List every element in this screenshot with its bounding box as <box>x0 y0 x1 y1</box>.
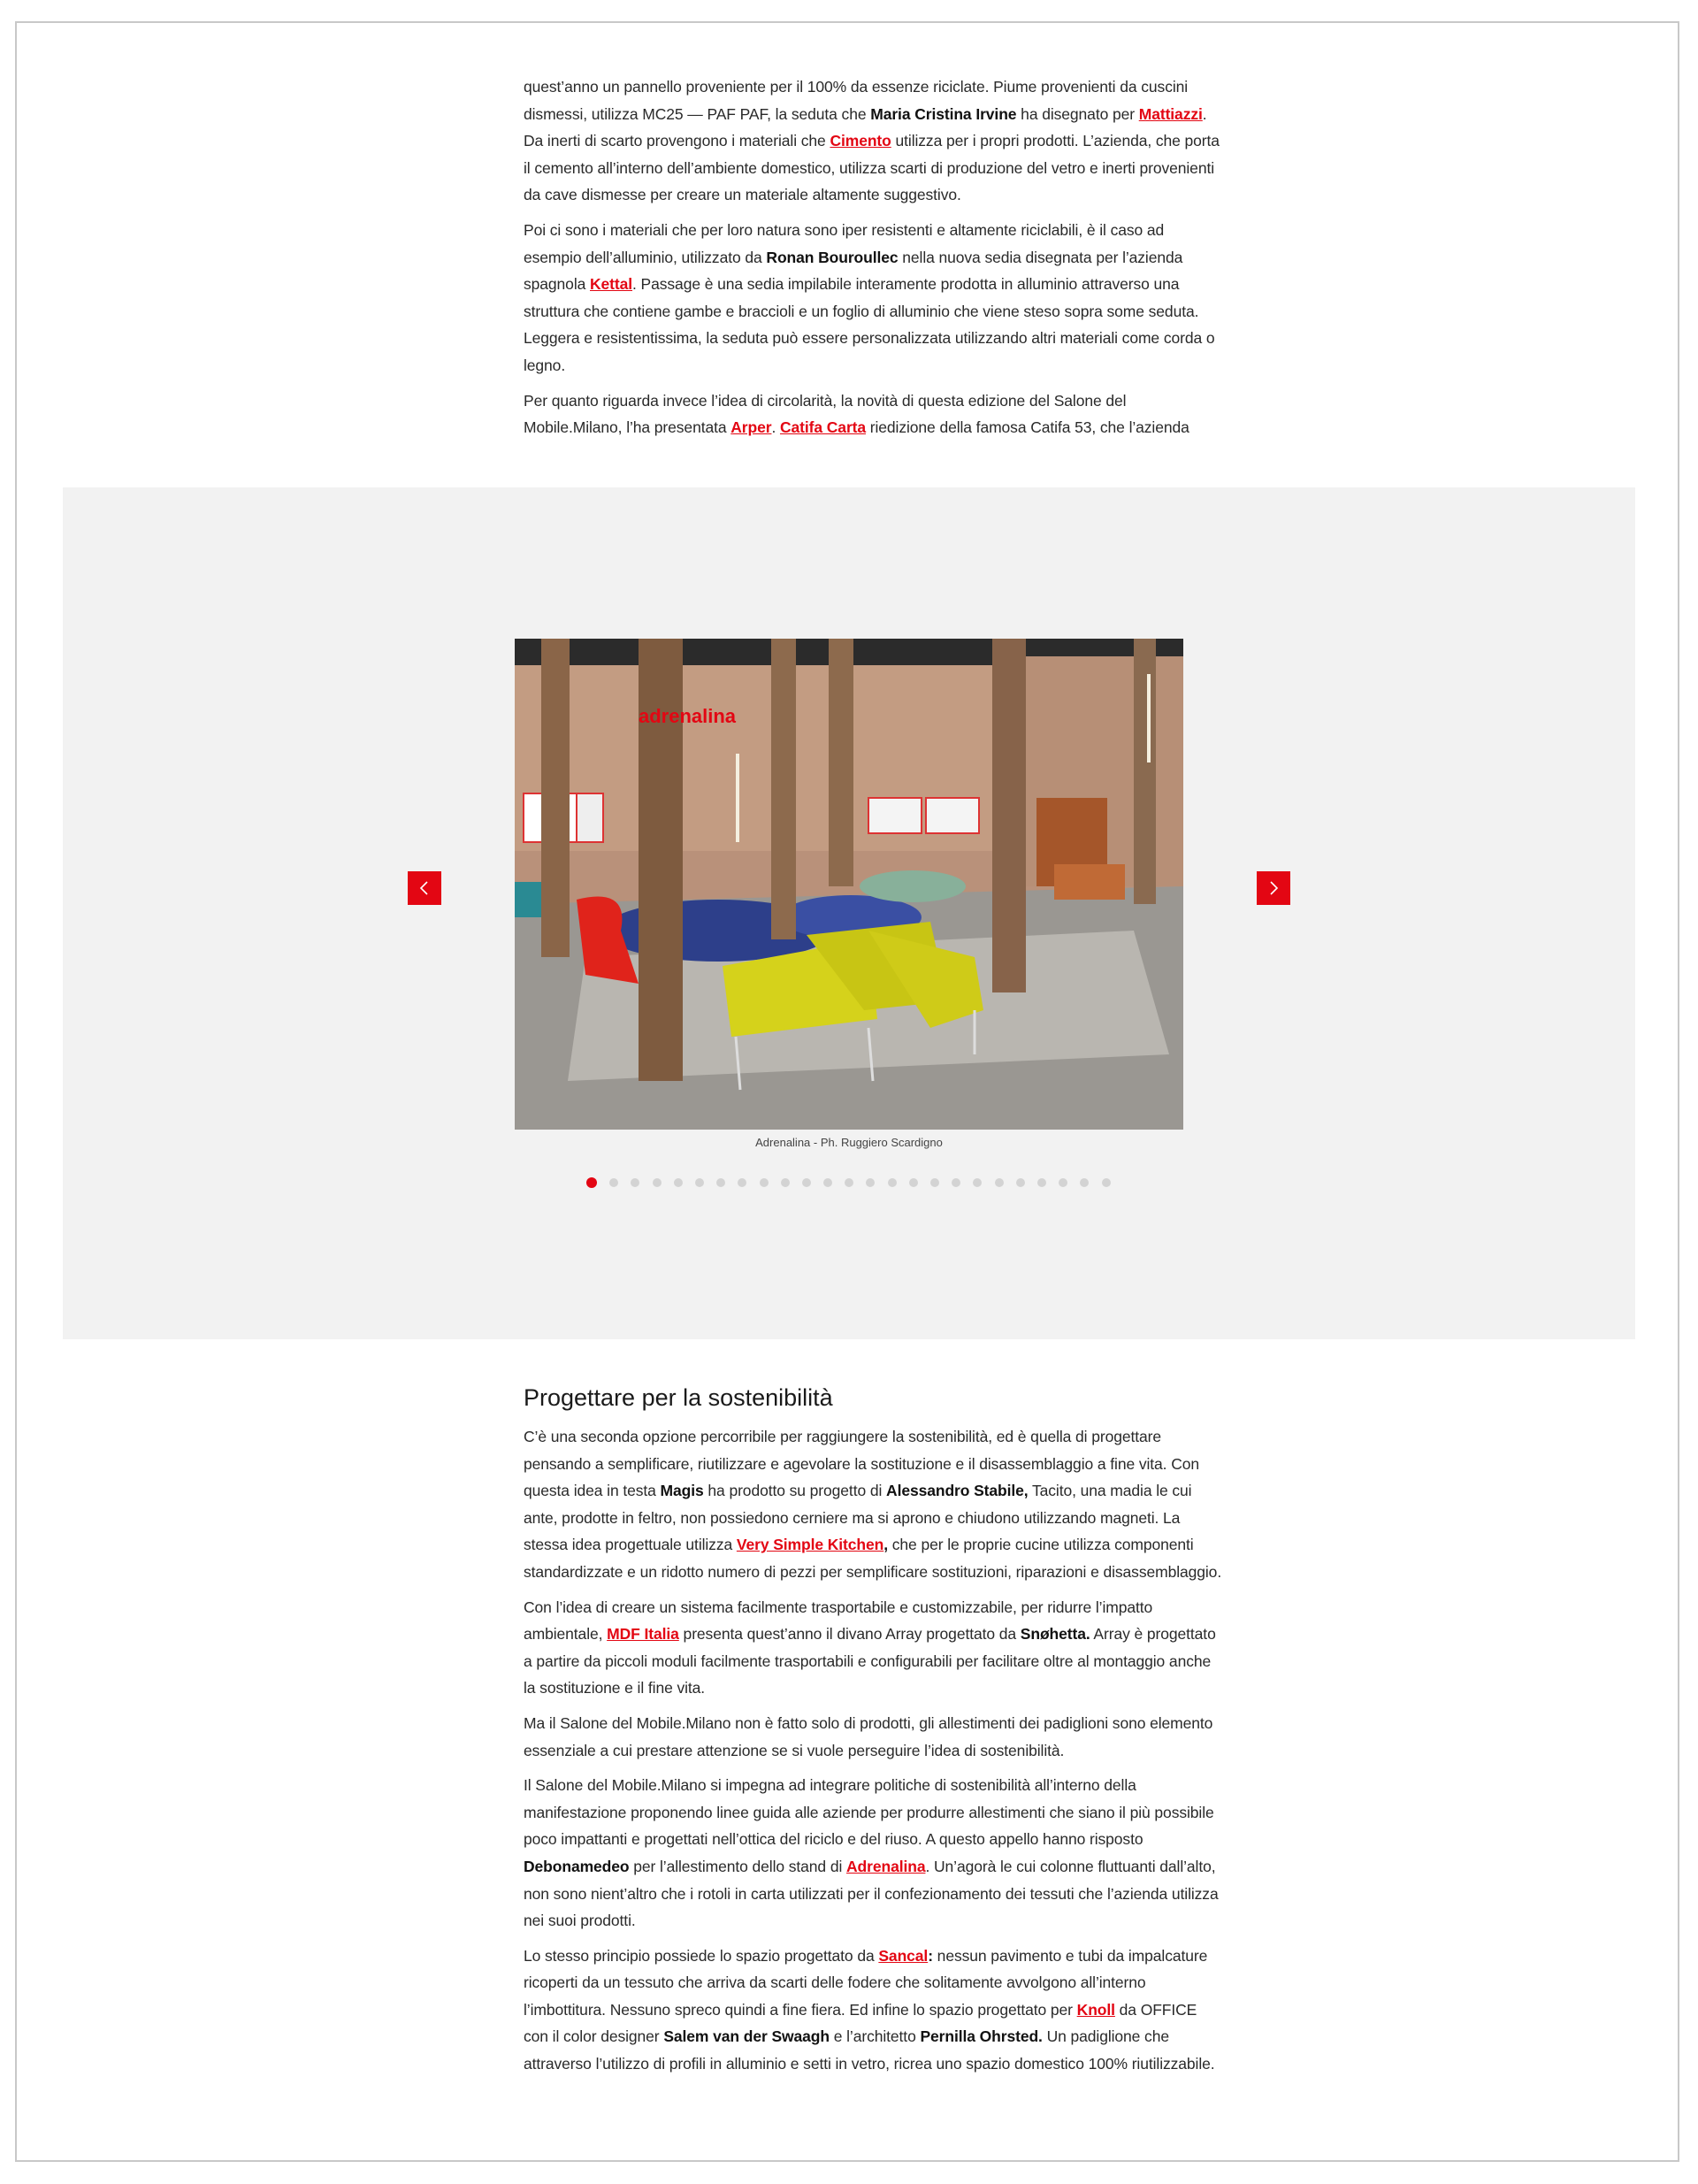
brand-link[interactable]: Adrenalina <box>846 1857 926 1875</box>
pagination-dot[interactable] <box>674 1178 683 1187</box>
pagination-dot[interactable] <box>738 1178 746 1187</box>
article-body-top <box>524 73 1222 449</box>
paragraph-text: . <box>771 418 780 437</box>
paragraph <box>524 1710 1222 1764</box>
brand-link[interactable]: MDF Italia <box>607 1625 679 1644</box>
paragraph-text: Tacito, una madia le cui ante, prodotte in feltro, non possiedono cerniere ma si aprono e chiudono utilizzando magneti. La stessa idea progettuale utilizza <box>524 1482 1192 1554</box>
paragraph-text: e l’architetto <box>829 2027 921 2046</box>
paragraph-text: C’è una seconda opzione percorribile per raggiungere la sostenibilità, ed è quella di progettare pensando a semplificare, riutilizzare e agevolare la sostituzione e il disassemblaggio a fine vita. Con questa idea in testa <box>524 1428 1200 1500</box>
pagination-dot[interactable] <box>1059 1178 1067 1187</box>
pagination-dot[interactable] <box>653 1178 662 1187</box>
pagination-dot[interactable] <box>823 1178 832 1187</box>
pagination-dot[interactable] <box>995 1178 1004 1187</box>
paragraph-text: Ma il Salone del Mobile.Milano non è fatto solo di prodotti, gli allestimenti dei padiglioni sono elemento essenziale a cui prestare attenzione se si vuole perseguire l’idea di sostenibilità. <box>524 1713 1213 1759</box>
paragraph-text: Il Salone del Mobile.Milano si impegna ad integrare politiche di sostenibilità all’interno della manifestazione proponendo linee guida alle aziende per produrre allestimenti che siano il più possibile poco impattanti e progettati nell’ottica del riciclo e del riuso. A questo appello hanno risposto <box>524 1776 1214 1849</box>
paragraph-text: utilizza per i propri prodotti. L’azienda, che porta il cemento all’interno dell’ambiente domestico, utilizza scarti di produzione del vetro e inerti provenienti da cave dismesse per creare un materiale altamente suggestivo. <box>524 132 1220 204</box>
bold-name: : <box>928 1946 933 1965</box>
pagination-dot[interactable] <box>695 1178 704 1187</box>
brand-link[interactable]: Catifa Carta <box>779 418 867 437</box>
brand-link[interactable]: Cimento <box>830 132 891 150</box>
pagination-dot[interactable] <box>716 1178 725 1187</box>
pagination-dot[interactable] <box>1102 1178 1111 1187</box>
paragraph-text: quest’anno un pannello proveniente per il 100% da essenze riciclate. Piume provenienti da cuscini dismessi, utilizza MC25 — PAF PAF, la seduta che <box>524 78 1189 123</box>
brand-link[interactable]: Kettal <box>590 275 633 294</box>
paragraph <box>524 1943 1222 2078</box>
pagination-dot[interactable] <box>586 1177 597 1188</box>
gallery-pagination <box>586 1177 1111 1188</box>
pagination-dot[interactable] <box>909 1178 918 1187</box>
pagination-dot[interactable] <box>845 1178 853 1187</box>
paragraph-text: ha prodotto su progetto di <box>703 1482 887 1500</box>
gallery-prev-button[interactable] <box>408 871 441 905</box>
bold-name: Alessandro Stabile, <box>886 1482 1029 1500</box>
paragraph <box>524 1772 1222 1935</box>
bold-name: Pernilla Ohrsted. <box>920 2027 1043 2046</box>
brand-link[interactable]: Arper <box>730 418 772 437</box>
article-body-bottom <box>524 1423 1222 2086</box>
paragraph-text: Con l’idea di creare un sistema facilmente trasportabile e customizzabile, per ridurre l’impatto ambientale, <box>524 1598 1153 1644</box>
pagination-dot[interactable] <box>1037 1178 1046 1187</box>
paragraph <box>524 217 1222 379</box>
paragraph-text: Lo stesso principio possiede lo spazio progettato da <box>524 1946 879 1965</box>
bold-name: Maria Cristina Irvine <box>870 104 1017 123</box>
section-title: Progettare per la sostenibilità <box>524 1384 833 1411</box>
pagination-dot[interactable] <box>760 1178 769 1187</box>
exhibition-stand-photo <box>515 639 1183 1130</box>
pagination-dot[interactable] <box>930 1178 939 1187</box>
paragraph-text: . Da inerti di scarto provengono i materiali che <box>524 104 1207 150</box>
paragraph <box>524 387 1222 441</box>
bold-name: Magis <box>660 1482 704 1500</box>
pagination-dot[interactable] <box>802 1178 811 1187</box>
gallery-next-button[interactable] <box>1257 871 1290 905</box>
bold-name: Ronan Bouroullec <box>766 248 899 266</box>
paragraph-text: . Passage è una sedia impilabile interamente prodotta in alluminio attraverso una struttura che contiene gambe e braccioli e un foglio di alluminio che viene steso sopra some seduta. Leggera e resistentissima, la seduta può essere personalizzata utilizzando altri materiali come corda o legno. <box>524 275 1215 374</box>
paragraph <box>524 1423 1222 1586</box>
gallery-photo[interactable] <box>515 639 1183 1130</box>
bold-name: Salem van der Swaagh <box>663 2027 830 2046</box>
paragraph-text: riedizione della famosa Catifa 53, che l’azienda <box>866 418 1189 437</box>
brand-link[interactable]: Sancal <box>878 1946 929 1965</box>
pagination-dot[interactable] <box>609 1178 618 1187</box>
pagination-dot[interactable] <box>1016 1178 1025 1187</box>
pagination-dot[interactable] <box>781 1178 790 1187</box>
paragraph-text: . Un’agorà le cui colonne fluttuanti dall’alto, non sono nient’altro che i rotoli in carta utilizzati per il confezionamento dei tessuti che l’azienda utilizza nei suoi prodotti. <box>524 1857 1219 1930</box>
paragraph-text: Poi ci sono i materiali che per loro natura sono iper resistenti e altamente riciclabili, è il caso ad esempio dell’alluminio, utilizzato da <box>524 220 1165 266</box>
bold-name: , <box>883 1536 888 1554</box>
pagination-dot[interactable] <box>866 1178 875 1187</box>
pagination-dot[interactable] <box>1080 1178 1089 1187</box>
paragraph-text: nessun pavimento e tubi da impalcature ricoperti da un tessuto che arriva da scarti delle fodere che solitamente avvolgono all’interno l’imbottitura. Nessuno spreco quindi a fine fiera. Ed infine lo spazio progettato per <box>524 1946 1208 2019</box>
paragraph-text: nella nuova sedia disegnata per l’azienda spagnola <box>524 248 1183 294</box>
paragraph-text: da OFFICE con il color designer <box>524 2000 1197 2046</box>
pagination-dot[interactable] <box>973 1178 982 1187</box>
paragraph <box>524 73 1222 209</box>
adrenalina-sign: adrenalina <box>639 705 737 727</box>
paragraph-text: Array è progettato a partire da piccoli moduli facilmente trasportabili e configurabili per facilitare oltre al montaggio anche la sostituzione e il fine vita. <box>524 1625 1216 1697</box>
paragraph-text: presenta quest’anno il divano Array progettato da <box>678 1625 1021 1644</box>
paragraph-text: Un padiglione che attraverso l’utilizzo di profili in alluminio e setti in vetro, ricrea uno spazio domestico 100% riutilizzabile. <box>524 2027 1215 2073</box>
photo-caption: Adrenalina - Ph. Ruggiero Scardigno <box>755 1136 943 1149</box>
pagination-dot[interactable] <box>888 1178 897 1187</box>
paragraph <box>524 1594 1222 1702</box>
pagination-dot[interactable] <box>631 1178 639 1187</box>
chevron-left-icon <box>417 880 432 896</box>
paragraph-text: per l’allestimento dello stand di <box>629 1857 847 1875</box>
bold-name: Snøhetta. <box>1020 1625 1090 1644</box>
paragraph-text: che per le proprie cucine utilizza componenti standardizzate e un ridotto numero di pezzi per semplificare sostituzioni, riparazioni e disassemblaggio. <box>524 1536 1222 1581</box>
bold-name: Debonamedeo <box>524 1857 630 1875</box>
brand-link[interactable]: Mattiazzi <box>1138 104 1203 123</box>
chevron-right-icon <box>1266 880 1281 896</box>
paragraph-text: ha disegnato per <box>1016 104 1139 123</box>
brand-link[interactable]: Very Simple Kitchen <box>736 1536 884 1554</box>
brand-link[interactable]: Knoll <box>1076 2000 1115 2019</box>
pagination-dot[interactable] <box>952 1178 960 1187</box>
paragraph-text: Per quanto riguarda invece l’idea di circolarità, la novità di questa edizione del Salone del Mobile.Milano, l’ha presentata <box>524 391 1127 437</box>
image-gallery <box>63 487 1635 1339</box>
